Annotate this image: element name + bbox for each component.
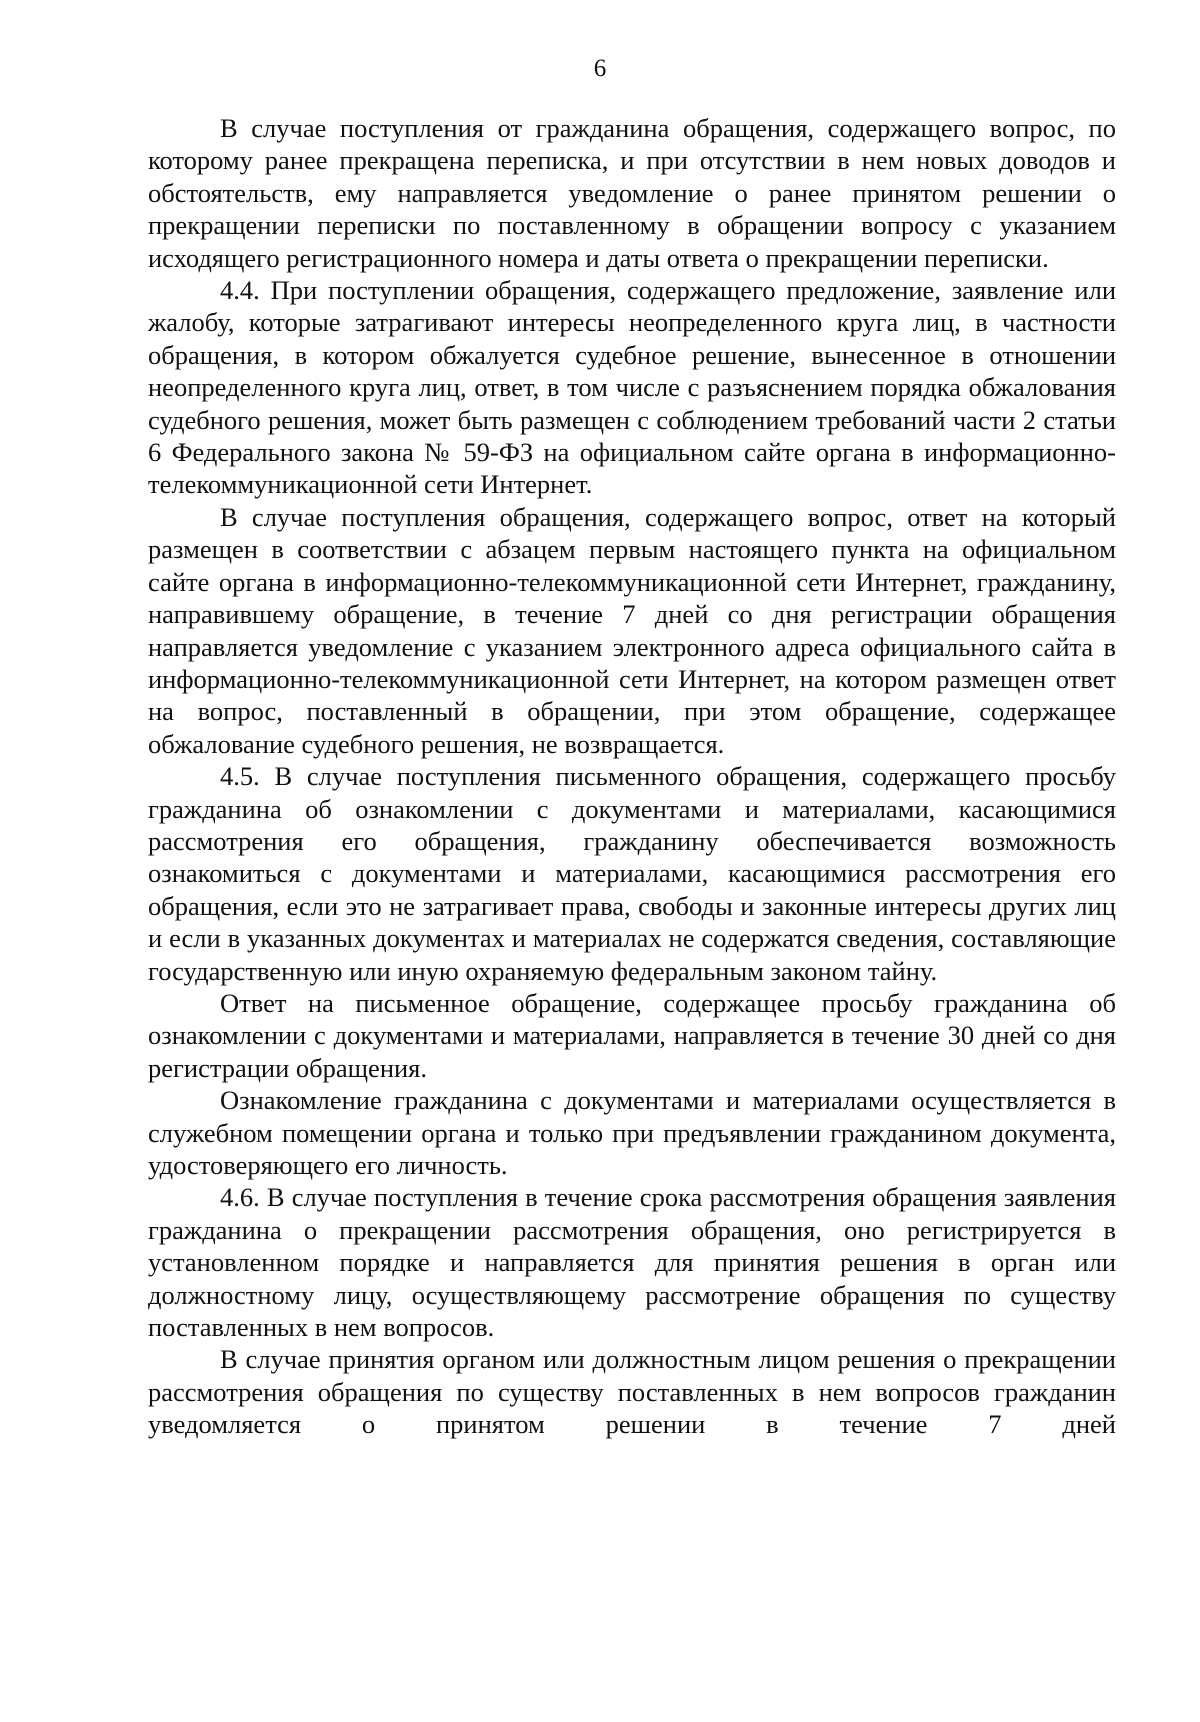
- document-body: [148, 112, 1116, 1441]
- page-number: 6: [593, 55, 607, 82]
- paragraph-4-6-decision: В случае принятия органом или должностным лицом решения о прекращении рассмотрения обращения по существу поставленных в нем вопросов гражданин уведомляется о принятом решении в течение 7 дней: [148, 1344, 1116, 1440]
- paragraph-4-6: 4.6. В случае поступления в течение срока рассмотрения обращения заявления гражданина о прекращении рассмотрения обращения, оно регистрируется в установленном порядке и направляется для принятия решения в орган или должностному лицу, осуществляющему рассмотрение обращения по существу поставленных в нем вопросов.: [148, 1182, 1116, 1343]
- paragraph-4-4-notice: В случае поступления обращения, содержащего вопрос, ответ на который размещен в соответствии с абзацем первым настоящего пункта на официальном сайте органа в информационно-телекоммуникационной сети Интернет, гражданину, направившему обращение, в течение 7 дней со дня регистрации обращения направляется уведомление с указанием электронного адреса официального сайта в информационно-телекоммуникационной сети Интернет, на котором размещен ответ на вопрос, поставленный в обращении, при этом обращение, содержащее обжалование судебного решения, не возвращается.: [148, 501, 1116, 759]
- paragraph-4-5-familiarization: Ознакомление гражданина с документами и материалами осуществляется в служебном помещении органа и только при предъявлении гражданином документа, удостоверяющего его личность.: [148, 1085, 1116, 1180]
- paragraph-notice-correspondence-ended: В случае поступления от гражданина обращения, содержащего вопрос, по которому ранее прекращена переписка, и при отсутствии в нем новых доводов и обстоятельств, ему направляется уведомление о ранее принятом решении о прекращении переписки по поставленному в обращении вопросу с указанием исходящего регистрационного номера и даты ответа о прекращении переписки.: [148, 113, 1116, 273]
- paragraph-4-4: 4.4. При поступлении обращения, содержащего предложение, заявление или жалобу, которые затрагивают интересы неопределенного круга лиц, в частности обращения, в котором обжалуется судебное решение, вынесенное в отношении неопределенного круга лиц, ответ, в том числе с разъяснением порядка обжалования судебного решения, может быть размещен с соблюдением требований части 2 статьи 6 Федерального закона № 59-ФЗ на официальном сайте органа в информационно-телекоммуникационной сети Интернет.: [148, 275, 1116, 500]
- paragraph-4-5-response: Ответ на письменное обращение, содержащее просьбу гражданина об ознакомлении с документами и материалами, направляется в течение 30 дней со дня регистрации обращения.: [148, 987, 1116, 1083]
- paragraph-4-5: 4.5. В случае поступления письменного обращения, содержащего просьбу гражданина об ознакомлении с документами и материалами, касающимися рассмотрения его обращения, гражданину обеспечивается возможность ознакомиться с документами и материалами, касающимися рассмотрения его обращения, если это не затрагивает права, свободы и законные интересы других лиц и если в указанных документах и материалах не содержатся сведения, составляющие государственную или иную охраняемую федеральным законом тайну.: [148, 761, 1116, 986]
